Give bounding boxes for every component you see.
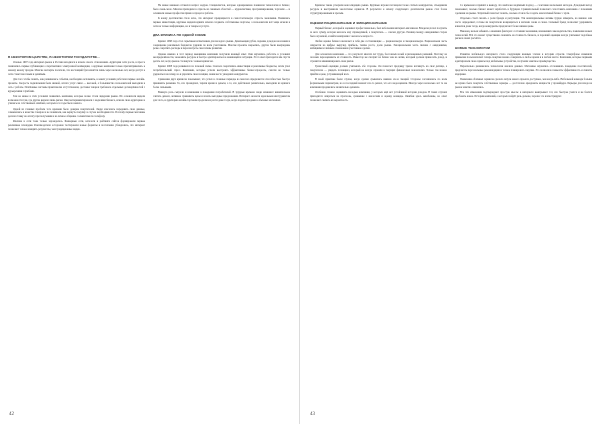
page-right xyxy=(300,0,600,424)
section-heading: ОЦЕНКИ РАЦИОНАЛЬНЫЕ И ЭМОЦИОНАЛЬНЫЕ xyxy=(310,20,388,25)
paragraph: Сравнение двух кризисов показывает, что успех в сложные периоды во многом определяется способностью быстро принимать решения. Те, кто промедлил, теряли время и деньги, а те, кто действовал решительно, выходили из кризиса более сильными. xyxy=(153,78,290,89)
paragraph: Любая оценка бизнеса включает в себя две составляющие — рациональную и эмоциональную. Рациональная часть опирается на цифры: выручку, прибыль, темпы роста, долю рынка. Эмоциональная часть связана с ожиданиями, амбициями и личным отношением участников сделки. xyxy=(310,39,447,51)
paragraph: Для основателя компания — это результат многих лет труда, бессонных ночей и рискованных решений. Поэтому он склонен переоценивать её стоимость. Инвестор же смотрит на бизнес как на актив, который должен приносить доход, и стремится минимизировать свои риски. xyxy=(310,52,447,64)
paragraph: Тем не менее в этих условиях появились компании, которые позже стали лидерами рынка. Их основатели видели возможности там, где другие видели лишь риски. Они экспериментировали с моделями бизнеса, искали свою аудиторию и учились на собственных ошибках, которых в те годы было немало. xyxy=(8,94,145,106)
paragraph: Наконец, нельзя забывать о внешних факторах: состоянии экономики, изменениях законодательства, появлении новых технологий. Всё это может существенно повлиять на стоимость бизнеса, и хороший оценщик всегда учитывает подобные риски в своих расчётах. xyxy=(455,29,592,41)
section-heading: В НЕКОТОРОМ ЦАРСТВЕ, В НЕКОТОРОМ ГОСУДАРСТВЕ... xyxy=(8,55,100,59)
paragraph: Со временем я пришёл к выводу, что наиболее надёжный подход — сочетание нескольких методов. Доходный метод показывает, сколько бизнес может заработать в будущем. Сравнительный позволяет сопоставить компанию с похожими сделками на рынке. Затратный помогает понять, сколько стоило бы создать аналогичный бизнес с нуля. xyxy=(455,4,592,15)
paragraph: Одной из главных проблем того времени было доверие покупателей. Люди опасались передавать свои данные, сомневались в качестве товаров и не понимали, как вернуть покупку в случае необходимости. Поэтому первые магазины делали ставку на оплату при получении и на личное общение с клиентами по телефону. xyxy=(8,107,145,119)
paragraph: Грамотный оценщик должен учитывать обе стороны. Он помогает продавцу трезво взглянуть на своё детище, а покупателю — увидеть потенциал, который не всегда отражён в текущих финансовых показателях. Только так можно прийти к цене, устраивающей всех. xyxy=(310,65,447,77)
paragraph: Кризис 1998 года стал серьёзным испытанием для молодого рынка. Девальвация рубля, падение доходов населения и сокращение рекламных бюджетов ударили по всем участникам. Многие проекты закрылись, другие были вынуждены резко сократить расходы и пересмотреть свои планы развития. xyxy=(153,39,290,51)
paragraph: Важную роль сыграли и изменения в поведении потребителей. В трудные времена люди начинают внимательнее считать деньги, активнее сравнивать цены и искать выгодные предложения. Интернет оказался идеальным инструментом для этого, и аудитория онлайн-торговли продолжала расти даже тогда, когда падали продажи в обычных магазинах. xyxy=(153,91,290,102)
paragraph: Однако именно в этот период выжившие компании получили важный опыт. Они научились работать в условиях неопределённости, экономить ресурсы и быстро адаптироваться к меняющейся ситуации. Этот опыт пригодился им спустя десять лет, когда рынок столкнулся с новым кризисом. xyxy=(153,52,290,64)
paragraph: Осенью 1997 года интернет-рынок в России находился в начале своего становления. Аудитория сети росла, в прессе появлялись первые публикации о перспективах электронной коммерции, а крупные компании только присматривались к новому каналу продаж. Многие эксперты полагали, что настоящий бум начнётся лишь через несколько лет, когда доступ к сети станет массовым и дешёвым. xyxy=(8,61,145,76)
section-heading: НОВЫЕ ТЕХНОЛОГИИ xyxy=(455,46,490,51)
paragraph: Особенно сложно оценивать молодые компании, у которых ещё нет устойчивой истории доходов. В таких случаях приходится опираться на прогнозы, сравнение с аналогами и оценку команды. Ошибки здесь неизбежны, но опыт позволяет снизить их вероятность. xyxy=(310,91,447,102)
paragraph: К концу десятилетия стало ясно, что интернет превращается в самостоятельную отрасль экономики. Появились первые инвестиции, крупные медиахолдинги начали создавать собственные порталы, а пользователи всё чаще искали в сети не только информацию, но и товары и услуги. xyxy=(153,16,290,28)
paragraph: Появление облачных сервисов сделало запуск нового проекта доступнее, чем когда-либо. Небольшой команде больше не нужно было покупать собственные серверы — достаточно арендовать мощности у провайдера. Барьеры для входа на рынок заметно снизились. xyxy=(455,78,592,89)
text-column xyxy=(8,4,145,409)
section-heading: ДВА КРИЗИСА ПО ОДНОЙ СХЕМЕ xyxy=(153,33,206,38)
text-column xyxy=(455,4,592,409)
paragraph: Первый бизнес, который я оценивал профессионально, был небольшим интернет-магазином. Владелец хотел получить за него сумму, которая казалась ему справедливой, а покупатель — совсем другую. Разница между ожиданиями сторон была огромной, и найти компромисс оказалось непросто. xyxy=(310,26,447,38)
page-number: 42 xyxy=(9,412,14,417)
paragraph: Все эти изменения подтверждают простую мысль: в интернете выигрывает тот, кто быстрее учится и не боится пробовать новое. Истории компаний, о которых пойдёт речь дальше, хорошо это иллюстрируют. xyxy=(455,91,592,98)
page-number: 43 xyxy=(310,412,315,417)
paragraph: Кризисы также ускорили консолидацию рынка. Крупные игроки поглощали более слабых конкурентов, объединяли ресурсы и выстраивали экосистемы сервисов. В результате к началу следующего десятилетия рынок стал более структурированным и зрелым. xyxy=(310,4,447,15)
paragraph: Не менее важным оставался вопрос кадров. Специалистов, которые одновременно понимали технологии и бизнес, было очень мало. Многие приходили в отрасль из смежных областей — журналистики, программирования, торговли — и осваивали новые профессии прямо в процессе работы. xyxy=(153,4,290,15)
text-columns xyxy=(8,4,290,409)
text-column xyxy=(310,4,447,409)
paragraph: Параллельно развивались технологии анализа данных. Магазины научились отслеживать поведение посетителей, предлагать персональные рекомендации и точнее планировать закупки. Это позволило повысить эффективность и снизить издержки. xyxy=(455,65,592,77)
text-columns xyxy=(310,4,592,409)
paragraph: Развитие мобильного интернета стало следующим важным этапом в истории отрасли. Смартфоны изменили привычки пользователей: теперь покупки можно совершать в любое время и в любом месте. Компании, которые первыми адаптировали свои сервисы под мобильные устройства, получили заметное преимущество. xyxy=(455,52,592,64)
text-column xyxy=(153,4,290,409)
paragraph: Для того чтобы понять, как развивались события, необходимо вспомнить, в каких условиях работали первые онлайн-проекты. Скорость подключения была низкой, оплата услуг связи — высокой, а большинство пользователей выходили в сеть с работы. Платёжные системы практически отсутствовали, доставка товаров требовала отдельных договорённостей с курьерскими службами. xyxy=(8,78,145,93)
paragraph: Кризис 2008 года развивался по похожей схеме. Сначала сократились инвестиции и рекламные бюджеты, затем упал потребительский спрос. Компании, которые успели выстроить эффективные бизнес-процессы, смогли не только удержаться на плаву, но и укрепить свои позиции, заняв место ушедших конкурентов. xyxy=(153,65,290,77)
column-spacer xyxy=(8,4,145,50)
paragraph: Реклама в сети тоже только зарождалась. Баннерные сети, каталоги и рейтинги сайтов формировали первые рекламные площадки. Рекламодатели осторожно тестировали новые форматы и постепенно убеждались, что интернет позволяет точнее измерять результаты, чем традиционные медиа. xyxy=(8,120,145,132)
paragraph: Отдельно стоит сказать о роли бренда и репутации. Эти нематериальные активы трудно измерить, но именно они часто определяют, готовы ли покупатели возвращаться в магазин снова и снова. Сильный бренд позволяет удерживать клиентов даже тогда, когда конкуренты предлагают более низкие цены. xyxy=(455,16,592,28)
paragraph: В моей практике были случаи, когда сделки срывались именно из-за эмоций. Стороны соглашались по всем формальным параметрам, но в последний момент кто-то решал, что его недооценили. Иногда через несколько лет те же компании продавались значительно дешевле. xyxy=(310,78,447,89)
